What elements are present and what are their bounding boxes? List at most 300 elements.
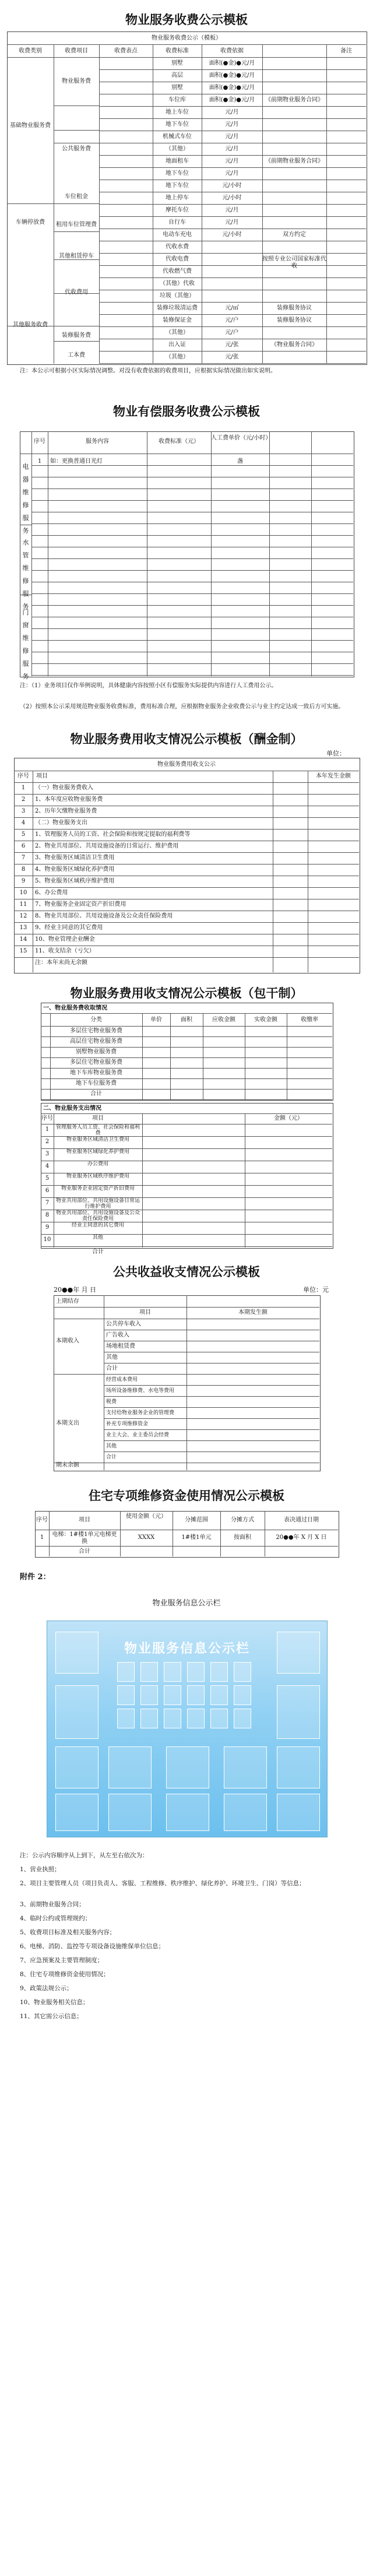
doc1-cell-basis: 元/月 xyxy=(225,133,239,140)
doc2-row-line xyxy=(31,593,353,594)
doc3-row-item: 4、物业服务区域绿化养护费用 xyxy=(35,866,115,873)
doc1-cell-std: （其他）代收 xyxy=(160,280,195,287)
doc2-h1: 服务内容 xyxy=(86,438,109,445)
doc1-h2: 收费表点 xyxy=(114,48,138,54)
doc6-r0-c4: 按面积 xyxy=(234,1534,251,1541)
doc5-label-3: 期末余额 xyxy=(56,1462,79,1468)
notice-board xyxy=(47,1621,328,1837)
doc3-h3: 本年发生金额 xyxy=(316,773,351,779)
doc4-p1-row-line xyxy=(41,1078,332,1079)
board-staff-card xyxy=(117,1685,135,1705)
doc2-title: 物业有偿服务收费公示模板 xyxy=(113,404,260,419)
doc2-r1-no: 1 xyxy=(37,458,42,465)
doc2-row-line xyxy=(31,663,353,664)
doc4-p1-h1: 单价 xyxy=(150,1017,162,1023)
doc3-row-no: 6 xyxy=(21,843,26,849)
doc4-p1-row-line xyxy=(41,1057,332,1058)
doc7-item: 6、电梯、消防、监控等专项设备设施维保单位信息； xyxy=(20,1943,165,1950)
doc4-p1-row-line xyxy=(41,1036,332,1037)
doc3-row-no: 5 xyxy=(21,831,26,838)
doc3-row-no: 4 xyxy=(21,820,26,826)
doc1-cell-basis: 面积(●金)●元/月 xyxy=(209,60,255,66)
doc3-row-item: （一）物业服务费收入 xyxy=(35,785,93,791)
board-slot-j xyxy=(277,1794,320,1831)
doc3-row-item: 9、经业主同意的其它费用 xyxy=(35,925,103,931)
doc1-cell-basis: 面积(●金)●元/月 xyxy=(209,85,255,91)
doc5-label-0: 上期结存 xyxy=(56,1298,79,1305)
doc1-cell-basis2: 《物业服务合同》 xyxy=(271,342,318,348)
doc3-row-item: 8、物业共用部位、共用设施设备及公众责任保险费用 xyxy=(35,913,173,919)
doc1-cell-std: （其他） xyxy=(166,146,189,152)
doc5-income-item: 其他 xyxy=(106,1354,118,1361)
doc5-expense-item: 经营成本费用 xyxy=(106,1377,138,1383)
doc3-row-line xyxy=(14,829,359,830)
doc1-cell-std: （其他） xyxy=(166,354,189,360)
doc7-attachment: 附件 2： xyxy=(20,1573,51,1582)
doc4-p2-h3: 金额（元） xyxy=(274,1115,303,1122)
doc5-h0: 项目 xyxy=(139,1309,151,1316)
board-staff-card xyxy=(234,1685,251,1705)
doc1-cell-basis: 元/张 xyxy=(225,354,239,360)
board-staff-card xyxy=(117,1709,135,1728)
doc1-cell-basis: 元/月 xyxy=(225,219,239,226)
doc4-p2-item: 其他 xyxy=(92,1235,103,1240)
board-slot-g xyxy=(108,1794,152,1831)
doc3-row-item: 10、物业管理企业酬金 xyxy=(35,936,95,943)
doc1-cell-basis: 元/月 xyxy=(225,146,239,152)
doc2-row-line xyxy=(31,640,353,641)
doc1-cell-std: 地上车位 xyxy=(166,109,189,115)
doc5-row-line xyxy=(104,1418,319,1419)
doc1-cell-basis: 面积(●金)●元/月 xyxy=(209,72,255,79)
doc4-p2-no: 8 xyxy=(45,1212,50,1218)
doc3-h0: 序号 xyxy=(17,773,29,779)
doc2-h0: 序号 xyxy=(34,438,45,445)
board-slot-fees xyxy=(277,1685,320,1739)
doc2-vlabel-2: 门窗维修服务 xyxy=(22,609,29,680)
doc3-row-no: 2 xyxy=(21,796,26,803)
board-slot-i xyxy=(224,1794,267,1831)
doc3-row-no: 11 xyxy=(19,901,27,908)
doc1-row-line xyxy=(99,314,366,315)
doc3-row-no: 12 xyxy=(19,913,27,919)
doc1-cell-std: （其他） xyxy=(166,329,189,336)
doc5-income-item: 合计 xyxy=(106,1365,118,1372)
doc5-income-item: 公共停车收入 xyxy=(106,1321,141,1327)
doc3-row-no: 7 xyxy=(21,855,26,861)
doc4-p1-cat: 地下车位服务费 xyxy=(76,1080,117,1087)
board-slot-h xyxy=(166,1794,209,1831)
doc1-sub-5: 代收费用 xyxy=(65,289,88,296)
doc2-row-line xyxy=(31,570,353,571)
doc5-title: 公共收益收支情况公示模板 xyxy=(113,1264,260,1279)
doc1-cell-std: 自行车 xyxy=(168,219,186,226)
doc4-p2-no: 5 xyxy=(45,1175,50,1182)
doc1-cell-std: 装修垃圾清运费 xyxy=(157,305,198,311)
doc1-note: 注：本公示可根据小区实际情况调整。对没有收费依据的收费项目，应根据实际情况做出如实说明。 xyxy=(20,368,276,374)
doc1-sub-2: 车位租金 xyxy=(65,194,88,200)
doc1-cell-std: 电动车充电 xyxy=(163,231,192,238)
doc1-cell-std: 摩托车位 xyxy=(166,207,189,213)
board-staff-card xyxy=(164,1709,181,1728)
doc1-sub-4: 其他租赁停车 xyxy=(59,253,94,259)
doc7-caption: 物业服务信息公示栏 xyxy=(152,1599,221,1608)
doc1-h0: 收费类别 xyxy=(19,48,42,54)
doc1-row-line xyxy=(99,155,366,156)
doc4-title: 物业服务费用收支情况公示模板（包干制） xyxy=(70,986,303,1000)
doc1-cell-std: 别墅 xyxy=(171,85,183,91)
board-staff-card xyxy=(187,1709,205,1728)
doc3-row-line xyxy=(14,817,359,818)
doc3-row-no: 3 xyxy=(21,808,26,814)
doc1-sub-3: 租用车位管理费 xyxy=(56,222,97,228)
doc1-cell-basis2: 装修服务协议 xyxy=(277,305,312,311)
doc4-p2-item: 物业服务区域清洁卫生费用 xyxy=(66,1137,129,1143)
doc1-cell-basis2: 装修服务协议 xyxy=(277,317,312,324)
doc5-row-line xyxy=(104,1440,319,1441)
doc5-income-item: 场地租赁费 xyxy=(106,1343,135,1349)
doc4-p1-cat: 多层住宅物业服务费 xyxy=(70,1028,122,1034)
doc4-p1-row-line xyxy=(41,1047,332,1048)
doc2-row-line xyxy=(31,558,353,559)
doc3-row-item: 3、物业服务区域清洁卫生费用 xyxy=(35,855,115,861)
doc3-row-item: 5、物业服务区域秩序维护费用 xyxy=(35,878,115,884)
doc3-row-line xyxy=(14,957,359,958)
doc1-row-line xyxy=(99,326,366,327)
board-slot-license xyxy=(55,1632,98,1674)
doc4-p2-no: 10 xyxy=(43,1236,51,1243)
doc5-unit: 单位：元 xyxy=(303,1286,329,1294)
doc5-label-2: 本期支出 xyxy=(56,1420,79,1426)
doc2-vlabel-1: 水管维修服务 xyxy=(22,539,29,610)
doc3-row-item: 6、办公费用 xyxy=(35,890,68,896)
board-slot-e xyxy=(277,1746,320,1788)
doc7-item: 5、收费项目标准及相关服务内容； xyxy=(20,1929,116,1936)
board-staff-card xyxy=(164,1662,181,1682)
doc4-p2-no: 4 xyxy=(45,1163,50,1169)
doc3-footer: 注：本年末尚无余额 xyxy=(35,960,87,966)
doc2-row-line xyxy=(31,465,353,466)
doc1-h4: 收费依据 xyxy=(220,48,244,54)
doc1-cell-basis: 元/张 xyxy=(225,342,239,348)
board-staff-card xyxy=(140,1709,158,1728)
doc6-h4: 分摊方式 xyxy=(231,1517,254,1523)
doc1-cell-std: 垃圾（其他） xyxy=(160,293,195,299)
doc4-p1-h2: 面积 xyxy=(181,1017,192,1023)
doc4-p2-item: 办公费用 xyxy=(87,1161,108,1167)
doc3-row-item: 11、收支结余（亏欠） xyxy=(35,948,95,954)
doc6-title: 住宅专项维修资金使用情况公示模板 xyxy=(89,1488,284,1503)
doc6-h2: 使用金额（元） xyxy=(126,1513,167,1520)
doc1-cell-std: 别墅 xyxy=(171,60,183,66)
doc3-row-no: 14 xyxy=(19,936,27,943)
doc3-row-item: 1、本年度应收物业服务费 xyxy=(35,796,103,803)
doc1-h1: 收费项目 xyxy=(65,48,88,54)
doc1-row-line xyxy=(99,69,366,70)
doc4-part2-title: 二、物业服务支出情况 xyxy=(43,1105,101,1112)
board-slot-f xyxy=(55,1794,98,1831)
doc5-h2: 本期发生额 xyxy=(238,1309,268,1316)
doc4-p2-item: 物业共用部位、共用设施设备日常运行维护费用 xyxy=(55,1198,140,1210)
doc1-cell-std: 高层 xyxy=(171,72,183,79)
doc6-r0-c2: XXXX xyxy=(138,1534,155,1541)
doc4-p2-no: 7 xyxy=(45,1200,50,1206)
board-staff-card xyxy=(187,1662,205,1682)
doc1-row-line xyxy=(99,277,366,278)
doc6-r0-c1: 电梯：1#楼1单元电梯更换 xyxy=(52,1531,117,1545)
doc4-p2-row-line xyxy=(41,1246,332,1247)
doc1-row-line xyxy=(99,216,366,217)
doc1-sub-line xyxy=(54,231,99,232)
doc3-row-line xyxy=(14,794,359,795)
doc2-vlabel-0: 电器维修服务 xyxy=(22,463,29,535)
doc4-p1-h3: 应收金额 xyxy=(212,1017,235,1023)
doc5-expense-item: 补充专项维修资金 xyxy=(106,1421,149,1427)
doc2-row-line xyxy=(31,523,353,524)
doc7-item: 4、临时公约或管理规约； xyxy=(20,1915,92,1922)
doc3-title: 物业服务费用收支情况公示模板（酬金制） xyxy=(70,732,303,746)
board-staff-card xyxy=(140,1685,158,1705)
board-slot-b xyxy=(108,1746,152,1788)
doc3-row-line xyxy=(14,922,359,923)
doc1-cell-std: 车位库 xyxy=(168,97,186,103)
doc7-note-head: 注：公示内容顺序从上到下，从左至右依次为： xyxy=(20,1852,149,1859)
board-staff-card xyxy=(187,1685,205,1705)
doc1-title: 物业服务收费公示模板 xyxy=(125,12,248,27)
doc2-row-line xyxy=(31,605,353,606)
doc7-item: 9、政策法规公示； xyxy=(20,1985,73,1992)
doc1-cell-std: 地下车位 xyxy=(166,182,189,189)
doc1-cell-std: 装修保证金 xyxy=(163,317,192,324)
doc1-h3: 收费标准 xyxy=(166,48,189,54)
doc1-h5: 备注 xyxy=(340,48,352,54)
doc2-note-1: （2）按照本公示采用规范物业服务收费标准，费用标准合理，应根据物业服务企业收费公示与业主约定达成一致后方可实施。 xyxy=(20,704,344,710)
doc2-row-line xyxy=(31,500,353,501)
doc1-cell-std: 地下车位 xyxy=(166,170,189,177)
doc3-row-no: 9 xyxy=(21,878,26,884)
doc5-expense-item: 场所设备维修费、水电等费用 xyxy=(106,1388,175,1394)
doc6-h0: 序号 xyxy=(36,1517,48,1523)
doc7-item: 11、其它需公示信息； xyxy=(20,2013,83,2020)
doc7-item: 2、项目主要管理人员（项目负责人、客服、工程维修、秩序维护、绿化养护、环境卫生、门岗）等信息； xyxy=(20,1880,305,1887)
doc4-p2-item: 管理服务人员工资、社会保险和福利费 xyxy=(55,1124,140,1136)
doc4-p2-item: 物业服务区域秩序维护费用 xyxy=(66,1173,129,1179)
doc7-item: 10、物业服务相关信息； xyxy=(20,1999,89,2006)
doc1-cell-std: 地面租车 xyxy=(166,158,189,164)
doc1-row-line xyxy=(99,118,366,119)
doc1-sub-6: 装修服务费 xyxy=(62,332,91,339)
doc2-row-line xyxy=(31,628,353,629)
doc4-part1-title: 一、物业服务费收取情况 xyxy=(43,1005,107,1011)
board-slot-a xyxy=(55,1746,98,1788)
doc2-r1-item: 如：更换普通日光灯 xyxy=(50,458,103,465)
doc4-p1-h0: 分类 xyxy=(90,1017,102,1023)
doc1-cell-basis: 元/月 xyxy=(225,170,239,177)
board-slot-contract xyxy=(277,1632,320,1674)
doc1-cell-std: 代收电费 xyxy=(166,256,189,262)
doc5-expense-item: 税费 xyxy=(106,1399,117,1405)
doc4-p1-row-line xyxy=(41,1089,332,1090)
doc4-p1-cat: 多层住宅物业服务费 xyxy=(70,1059,122,1066)
doc2-row-line xyxy=(31,535,353,536)
doc2-row-line xyxy=(31,675,353,676)
doc1-cell-basis: 元/㎡ xyxy=(225,305,239,311)
doc3-row-no: 15 xyxy=(19,948,27,954)
doc2-h3: 人工费单价（元/小时） xyxy=(211,435,272,441)
board-title: 物业服务信息公示栏 xyxy=(124,1641,250,1656)
doc6-h5: 表决通过日期 xyxy=(284,1517,319,1523)
doc3-row-no: 10 xyxy=(19,890,27,896)
doc5-expense-item: 支付给物业服务企业的管理费 xyxy=(106,1410,175,1416)
doc4-p2-no: 3 xyxy=(45,1151,50,1157)
doc7-item: 7、应急预案及主要管理制度； xyxy=(20,1957,104,1964)
doc5-label-1: 本期收入 xyxy=(56,1338,79,1344)
doc3-row-no: 8 xyxy=(21,866,26,873)
doc1-cell-std: 代收燃气费 xyxy=(163,268,192,275)
doc4-p2-item: 经业主同意的其它费用 xyxy=(71,1222,124,1228)
doc1-sub-line xyxy=(54,203,99,204)
doc4-p1-h5: 收缴率 xyxy=(301,1017,318,1023)
doc1-cell-basis: 元/月 xyxy=(225,158,239,164)
doc4-p1-cat: 别墅物业服务费 xyxy=(76,1049,117,1055)
doc3-h1: 项目 xyxy=(36,773,48,779)
doc7-item: 1、营业执照； xyxy=(20,1866,61,1873)
doc1-group-2: 其他服务收费 xyxy=(13,322,48,328)
doc3-row-line xyxy=(14,887,359,888)
doc1-sub-7: 工本费 xyxy=(68,352,85,359)
doc4-p1-h4: 实收金额 xyxy=(254,1017,277,1023)
doc5-expense-item: 业主大会、业主委员会经费 xyxy=(106,1432,170,1438)
doc1-cell-basis2: 双方约定 xyxy=(283,231,306,238)
doc1-cell-basis: 元/月 xyxy=(225,121,239,128)
doc5-group-line xyxy=(54,1374,104,1375)
doc1-cell-basis2: 《前期物业服务合同》 xyxy=(265,158,323,164)
doc3-row-item: （二）物业服务支出 xyxy=(35,820,87,826)
doc6-r0-c3: 1#楼1单元 xyxy=(181,1534,212,1541)
doc4-p2-no: 2 xyxy=(45,1138,50,1145)
doc4-p2-item: 物业服务企业固定资产折旧费用 xyxy=(61,1186,135,1192)
doc1-cell-basis: 元/月 xyxy=(225,109,239,115)
doc7-item: 8、住宅专项维修资金使用情况； xyxy=(20,1971,110,1978)
board-slot-convention xyxy=(55,1685,98,1739)
doc6-r0-c5: 20●●年 X 月 X 日 xyxy=(276,1534,327,1541)
doc1-row-line xyxy=(99,167,366,168)
board-staff-card xyxy=(140,1662,158,1682)
doc5-expense-item: 合计 xyxy=(106,1454,117,1460)
board-staff-card xyxy=(117,1662,135,1682)
doc4-p2-no: 6 xyxy=(45,1187,50,1194)
doc1-cell-std: 机械式车位 xyxy=(163,133,192,140)
doc1-cell-basis: 元/小时 xyxy=(222,231,242,238)
doc1-cell-basis2: 《前期物业服务合同》 xyxy=(265,97,323,103)
doc1-sub-line xyxy=(54,341,99,342)
doc4-p1-cat: 高层住宅物业服务费 xyxy=(70,1038,122,1045)
board-staff-card xyxy=(234,1662,251,1682)
doc4-p1-row-line xyxy=(41,1099,332,1100)
doc3-row-item: 7、物业服务企业固定资产折旧费用 xyxy=(35,901,126,908)
doc5-income-item: 广告收入 xyxy=(106,1332,129,1338)
doc6-h3: 分摊范围 xyxy=(185,1517,208,1523)
doc1-cell-basis: 元/小时 xyxy=(222,195,242,201)
board-slot-c xyxy=(166,1746,209,1788)
doc1-cell-std: 地上停车 xyxy=(166,195,189,201)
doc2-h2: 收费标准（元） xyxy=(159,438,199,445)
doc1-cell-basis: 元/户 xyxy=(225,329,239,336)
doc1-cell-basis: 元/小时 xyxy=(222,182,242,189)
board-staff-card xyxy=(210,1685,228,1705)
doc1-row-line xyxy=(99,204,366,205)
doc5-row-line xyxy=(104,1385,319,1386)
doc1-row-line xyxy=(99,302,366,303)
doc1-cell-basis: 元/月 xyxy=(225,207,239,213)
board-slot-d xyxy=(224,1746,267,1788)
doc1-sub-line xyxy=(54,130,99,131)
doc5-date: 20●●年 月 日 xyxy=(54,1286,97,1294)
doc1-sub-1: 公共服务费 xyxy=(62,146,91,152)
doc5-row-line xyxy=(104,1374,319,1375)
doc1-cell-basis: 元/户 xyxy=(225,317,239,324)
doc4-p2-total: 合计 xyxy=(92,1249,104,1255)
doc4-p1-cat: 地下车库物业服务费 xyxy=(70,1070,122,1076)
doc1-cell-std: 出入证 xyxy=(168,342,186,348)
doc6-r1-c1: 合计 xyxy=(79,1548,90,1555)
doc1-row-line xyxy=(99,351,366,352)
board-staff-card xyxy=(234,1709,251,1728)
doc5-row-line xyxy=(104,1396,319,1397)
doc3-row-item: 2、历年欠缴物业服务费 xyxy=(35,808,97,814)
board-staff-card xyxy=(164,1685,181,1705)
doc5-expense-item: 其他 xyxy=(106,1443,117,1449)
doc1-caption: 物业服务收费公示（模板） xyxy=(152,35,221,41)
doc1-row-line xyxy=(99,253,366,254)
doc4-p1-cat: 合计 xyxy=(90,1091,102,1097)
doc6-r0-c0: 1 xyxy=(40,1534,44,1541)
doc1-cell-std: 地下车位 xyxy=(166,121,189,128)
doc3-unit: 单位： xyxy=(326,750,346,757)
doc4-p2-h1: 项目 xyxy=(92,1115,104,1122)
doc1-group-line xyxy=(7,203,54,204)
doc1-row-line xyxy=(99,363,366,364)
doc1-cell-std: 代收水费 xyxy=(166,244,189,250)
doc1-sub-0: 物业服务费 xyxy=(62,78,91,85)
doc7-item: 3、前期物业服务合同； xyxy=(20,1901,85,1908)
doc1-row-line xyxy=(99,106,366,107)
board-staff-card xyxy=(210,1662,228,1682)
doc1-cell-basis: 面积(●金)●元/月 xyxy=(209,97,255,103)
doc4-p1-row-line xyxy=(41,1068,332,1069)
doc5-row-line xyxy=(104,1407,319,1408)
doc3-row-no: 1 xyxy=(21,785,26,791)
board-staff-card xyxy=(210,1709,228,1728)
doc4-p2-no: 9 xyxy=(45,1224,50,1231)
doc3-row-line xyxy=(14,852,359,853)
doc2-r1-unit: 盏 xyxy=(237,458,243,465)
doc3-row-no: 13 xyxy=(19,925,27,931)
doc3-row-item: 2、物业共用部位、共用设施设备的日常运行、维护费用 xyxy=(35,843,179,849)
doc5-row-line xyxy=(104,1429,319,1430)
doc1-cell-basis2: 按照专业公司国家标准代收 xyxy=(262,256,326,269)
doc1-group-1: 车辆停放费 xyxy=(16,219,45,226)
doc4-p2-item: 物业共用部位、共用设施设备及公众责任保险费用 xyxy=(55,1210,140,1222)
doc1-group-0: 基础物业服务费 xyxy=(10,122,51,129)
doc4-p2-item: 物业服务区域绿化养护费用 xyxy=(66,1149,129,1155)
doc2-note-0: 注：（1）业务项目仅作举例说明，具体健康内容按照小区有偿服务实际提供内容进行人工费用公示。 xyxy=(20,683,277,689)
doc6-h1: 项目 xyxy=(79,1517,90,1523)
doc3-caption: 物业服务费用收支公示 xyxy=(157,761,216,768)
doc4-p2-no: 1 xyxy=(45,1126,50,1133)
doc3-row-item: 1、管理服务人员的工资、社会保险和按规定提取的福利费等 xyxy=(35,831,191,838)
doc4-p2-h0: 序号 xyxy=(41,1115,53,1122)
